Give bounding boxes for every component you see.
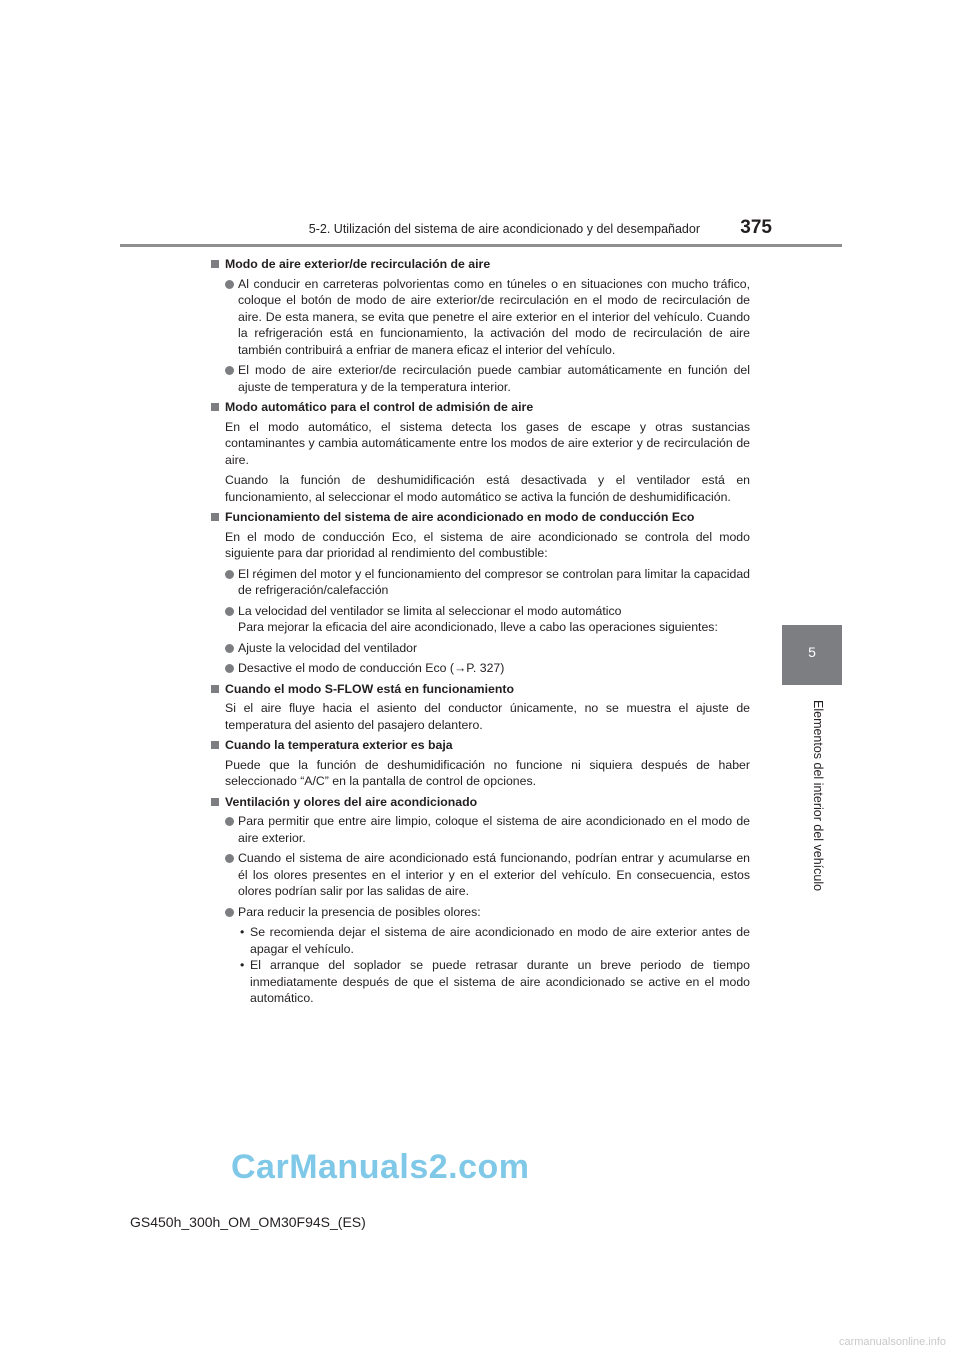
list-item: Para permitir que entre aire limpio, coloque el sistema de aire acondicionado en el modo de aire exterior. bbox=[210, 813, 750, 846]
header-divider bbox=[120, 244, 842, 247]
section-eco-mode bbox=[210, 509, 750, 677]
list-item: Desactive el modo de conducción Eco (→P. 327) bbox=[210, 660, 750, 677]
main-content bbox=[210, 255, 750, 1010]
bullet-icon bbox=[225, 817, 234, 826]
section-recirculation bbox=[210, 256, 750, 395]
section-heading: Cuando la temperatura exterior es baja bbox=[210, 737, 750, 754]
list-item: La velocidad del ventilador se limita al seleccionar el modo automático Para mejorar la eficacia del aire acondicionado, lleve a cabo las operaciones siguientes: bbox=[210, 603, 750, 636]
paragraph: Si el aire fluye hacia el asiento del conductor únicamente, no se muestra el ajuste de temperatura del asiento del pasajero delantero. bbox=[225, 701, 750, 732]
square-bullet-icon bbox=[211, 685, 219, 693]
square-bullet-icon bbox=[211, 260, 219, 268]
paragraph: Puede que la función de deshumidificación no funcione ni siquiera después de haber seleccionado “A/C” en la pantalla de control de opciones. bbox=[225, 757, 750, 788]
bullet-icon bbox=[225, 908, 234, 917]
square-bullet-icon bbox=[211, 403, 219, 411]
footer-code: GS450h_300h_OM_OM30F94S_(ES) bbox=[130, 1214, 366, 1230]
bullet-icon bbox=[225, 366, 234, 375]
bullet-icon bbox=[225, 607, 234, 616]
list-item: Para reducir la presencia de posibles olores: bbox=[210, 904, 750, 921]
paragraph: En el modo automático, el sistema detecta los gases de escape y otras sustancias contaminantes y cambia automáticamente entre los modos de aire exterior y de recirculación de aire. bbox=[225, 419, 750, 467]
bullet-icon bbox=[225, 854, 234, 863]
section-auto-intake bbox=[210, 399, 750, 505]
interpunct-icon: • bbox=[240, 958, 245, 972]
list-item: Ajuste la velocidad del ventilador bbox=[210, 640, 750, 657]
page-header bbox=[120, 215, 842, 247]
bullet-icon bbox=[225, 644, 234, 653]
section-heading: Modo automático para el control de admisión de aire bbox=[210, 399, 750, 416]
section-heading: Funcionamiento del sistema de aire acondicionado en modo de conducción Eco bbox=[210, 509, 750, 526]
section-low-temperature bbox=[210, 737, 750, 790]
section-heading: Cuando el modo S-FLOW está en funcionamiento bbox=[210, 681, 750, 698]
list-item: El modo de aire exterior/de recirculación puede cambiar automáticamente en función del ajuste de temperatura y de la temperatura interior. bbox=[210, 362, 750, 395]
bullet-icon bbox=[225, 570, 234, 579]
paragraph: En el modo de conducción Eco, el sistema de aire acondicionado se controla del modo siguiente para dar prioridad al rendimiento del combustible: bbox=[225, 529, 750, 560]
section-heading: Ventilación y olores del aire acondicionado bbox=[210, 794, 750, 811]
bullet-icon bbox=[225, 664, 234, 673]
sub-list-item: • Se recomienda dejar el sistema de aire acondicionado en modo de aire exterior antes de apagar el vehículo. bbox=[240, 925, 750, 956]
square-bullet-icon bbox=[211, 513, 219, 521]
watermark-logo: CarManuals2.com bbox=[231, 1148, 530, 1186]
section-ventilation-odors bbox=[210, 794, 750, 1007]
bullet-note: Para mejorar la eficacia del aire acondicionado, lleve a cabo las operaciones siguientes: bbox=[238, 620, 718, 634]
list-item: Cuando el sistema de aire acondicionado está funcionando, podrían entrar y acumularse en él los olores presentes en el interior y en el exterior del vehículo. En consecuencia, estos olores podrían salir por las salidas de aire. bbox=[210, 850, 750, 900]
square-bullet-icon bbox=[211, 798, 219, 806]
section-s-flow bbox=[210, 681, 750, 734]
square-bullet-icon bbox=[211, 741, 219, 749]
list-item: Al conducir en carreteras polvorientas como en túneles o en situaciones con mucho tráfico, coloque el botón de modo de aire exterior/de recirculación en el modo de recirculación de aire. De esta manera, se evita que penetre el aire exterior en el interior del vehículo. Cuando la refrigeración está en funcionamiento, la activación del modo de recirculación de aire también contribuirá a enfriar de manera eficaz el interior del vehículo. bbox=[210, 276, 750, 359]
sub-list-item: • El arranque del soplador se puede retrasar durante un breve periodo de tiempo inmediatamente después de que el sistema de aire acondicionado se active en el modo automático. bbox=[240, 958, 750, 1005]
bullet-icon bbox=[225, 280, 234, 289]
page-number: 375 bbox=[740, 217, 772, 238]
chapter-title: Elementos del interior del vehículo bbox=[811, 700, 825, 892]
site-watermark: carmanualsonline.info bbox=[838, 1336, 946, 1348]
list-item: El régimen del motor y el funcionamiento del compresor se controlan para limitar la capacidad de refrigeración/calefacción bbox=[210, 566, 750, 599]
chapter-tab: 5 bbox=[782, 625, 842, 685]
interpunct-icon: • bbox=[240, 925, 245, 939]
section-heading: Modo de aire exterior/de recirculación de aire bbox=[210, 256, 750, 273]
section-title: 5-2. Utilización del sistema de aire acondicionado y del desempañador bbox=[308, 222, 700, 236]
paragraph: Cuando la función de deshumidificación está desactivada y el ventilador está en funcionamiento, al seleccionar el modo automático se activa la función de deshumidificación. bbox=[225, 473, 750, 504]
